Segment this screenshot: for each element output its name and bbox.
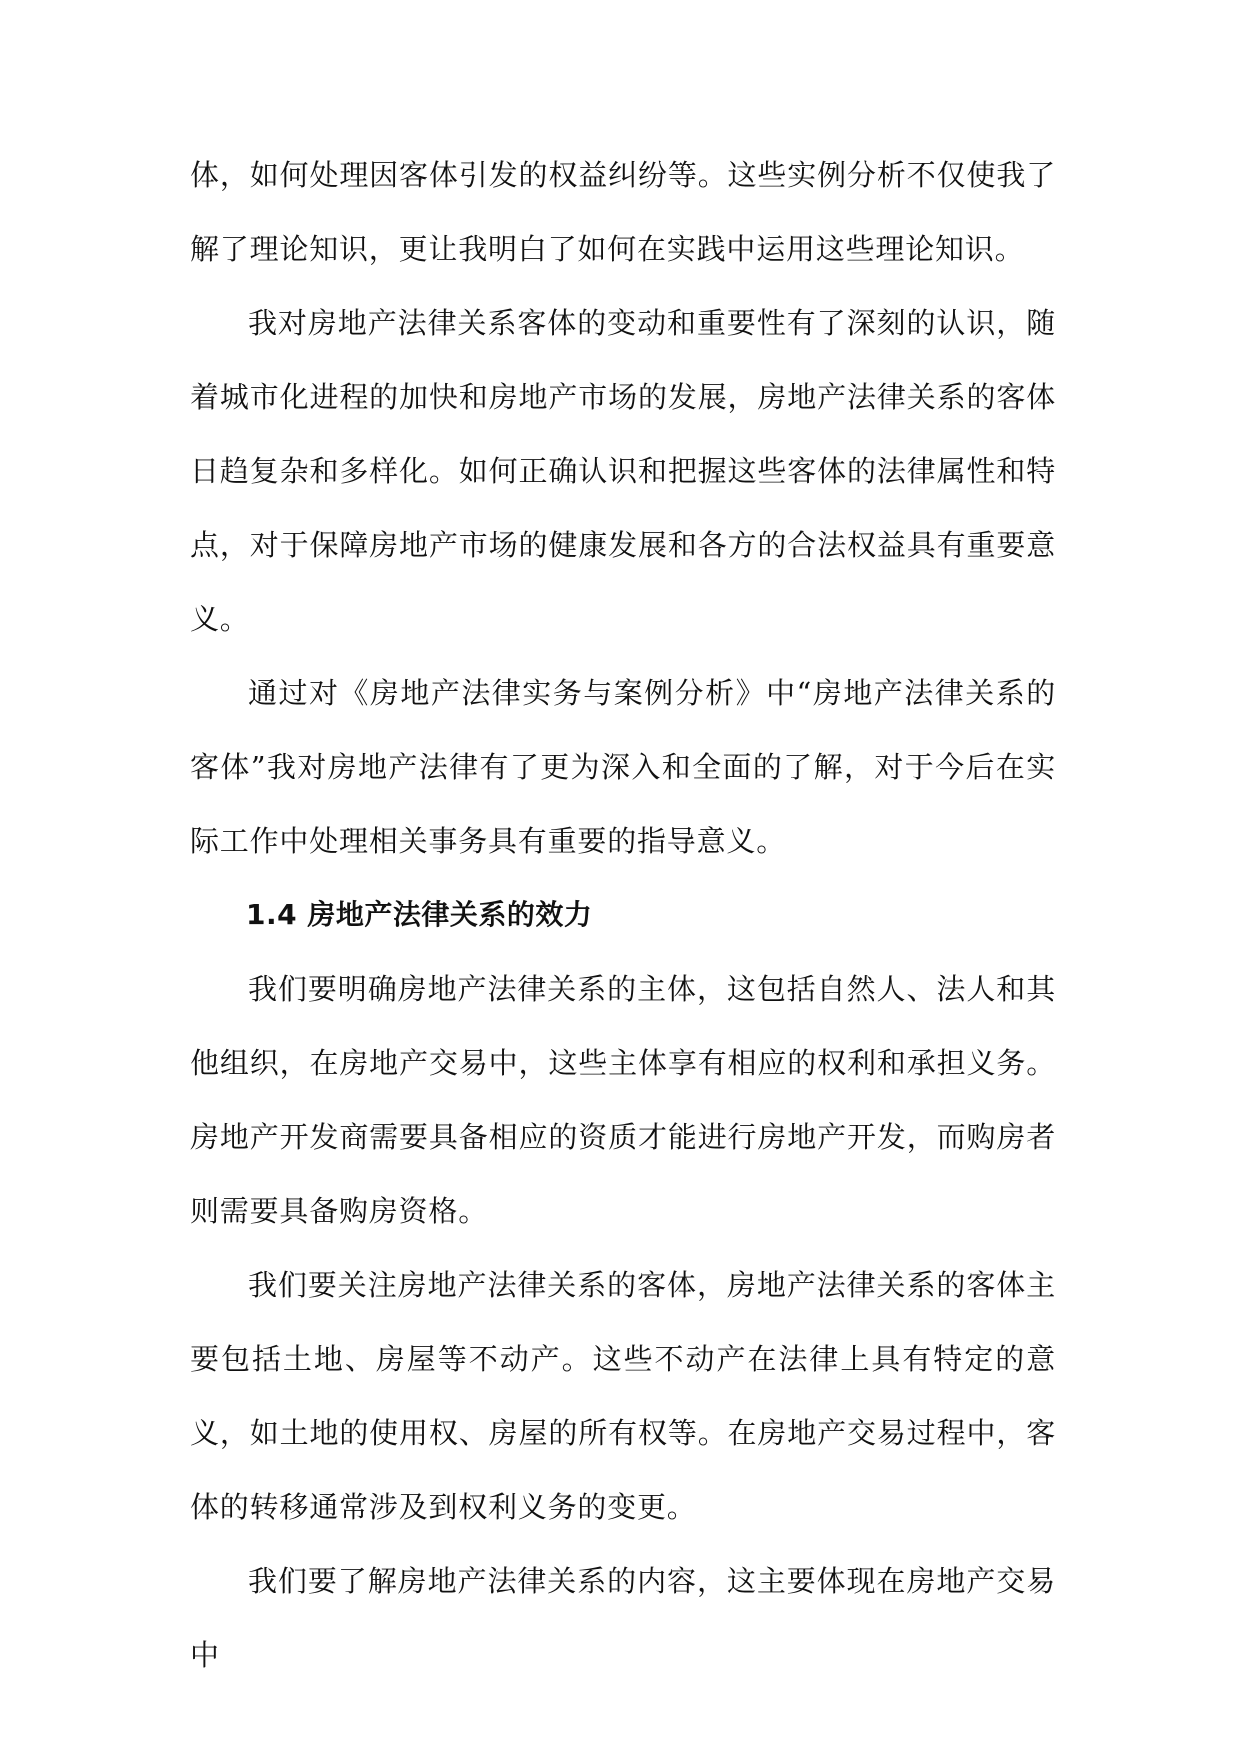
paragraph-object: 我们要关注房地产法律关系的客体，房地产法律关系的客体主要包括土地、房屋等不动产。这些不动产在法律上具有特定的意义，如土地的使用权、房屋的所有权等。在房地产交易过程中，客体的转移通常涉及到权利义务的变更。 (190, 1268, 1056, 1524)
paragraph-object-importance: 我对房地产法律关系客体的变动和重要性有了深刻的认识，随着城市化进程的加快和房地产市场的发展，房地产法律关系的客体日趋复杂和多样化。如何正确认识和把握这些客体的法律属性和特点，对于保障房地产市场的健康发展和各方的合法权益具有重要意义。 (190, 306, 1056, 636)
paragraph-continuation: 体，如何处理因客体引发的权益纠纷等。这些实例分析不仅使我了解了理论知识，更让我明白了如何在实践中运用这些理论知识。 (190, 158, 1056, 266)
document-body (190, 138, 1056, 1692)
section-heading: 1.4 房地产法律关系的效力 (246, 898, 593, 931)
paragraph-book-summary: 通过对《房地产法律实务与案例分析》中“房地产法律关系的客体”我对房地产法律有了更为深入和全面的了解，对于今后在实际工作中处理相关事务具有重要的指导意义。 (190, 676, 1056, 858)
paragraph-content: 我们要了解房地产法律关系的内容，这主要体现在房地产交易中 (190, 1564, 1056, 1672)
paragraph-subject: 我们要明确房地产法律关系的主体，这包括自然人、法人和其他组织，在房地产交易中，这些主体享有相应的权利和承担义务。房地产开发商需要具备相应的资质才能进行房地产开发，而购房者则需要具备购房资格。 (190, 972, 1056, 1228)
